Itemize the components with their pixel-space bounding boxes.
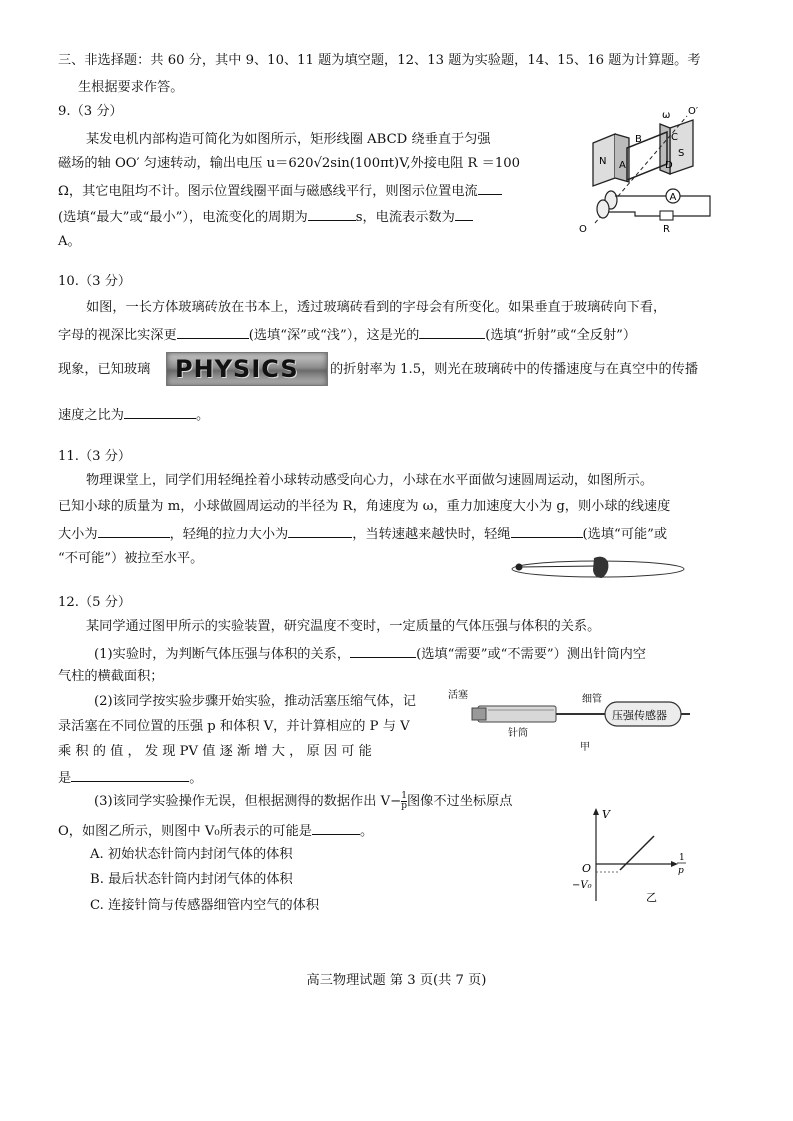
glass-block-image <box>166 352 328 386</box>
section-header-line2: 生根据要求作答。 <box>78 80 184 95</box>
q9-formula-u: u＝620 <box>266 156 314 171</box>
syringe-figure <box>448 688 693 756</box>
axis-label-v: V <box>602 808 610 821</box>
label-piston: 活塞 <box>448 690 468 701</box>
q10-blank-ratio[interactable] <box>124 404 196 419</box>
q12-p3c <box>58 820 373 842</box>
q12-option-a[interactable]: A. 初始状态针筒内封闭气体的体积 <box>90 847 293 862</box>
ball-icon <box>516 564 523 571</box>
q12-p3d-text: 。 <box>360 824 374 839</box>
q12-p2d <box>58 767 202 789</box>
q9-blank-period[interactable] <box>308 206 356 221</box>
q10-line2-text2: (选填“深”或“浅”），这是光的 <box>248 328 420 343</box>
q12-p1-text: (1)实验时，为判断气体压强与体积的关系， <box>94 647 351 662</box>
string-line <box>520 566 596 567</box>
q12-p1c: 气柱的横截面积； <box>58 669 164 684</box>
fig-label-b: B <box>635 134 642 145</box>
q10-line2-text: 字母的视深比实深更 <box>58 328 177 343</box>
q10-blank-depth[interactable] <box>177 324 249 339</box>
piston <box>472 708 486 720</box>
fig-label-s: S <box>678 148 685 159</box>
q9-blank-current[interactable] <box>478 180 502 195</box>
fig-label-ammeter: A <box>669 192 677 203</box>
q9-formula-sin: sin(100πt)V <box>330 156 407 171</box>
q9-line1: 某发电机内部构造可简化为如图所示，矩形线圈 ABCD 绕垂直于匀强 <box>86 132 491 147</box>
syringe-body <box>478 706 556 722</box>
label-sensor: 压强传感器 <box>612 709 667 722</box>
q12-frac-num: 1 <box>401 791 407 801</box>
q11-number: 11.（3 分） <box>58 449 132 464</box>
section-header-line1: 三、非选择题：共 60 分，其中 9、10、11 题为填空题，12、13 题为实验题，14、15、16 题为计算题。考 <box>58 53 701 68</box>
q9-line4-text: (选填“最大”或“最小”），电流变化的周期为 <box>58 210 308 225</box>
q10-number: 10.（3 分） <box>58 274 132 289</box>
q10-line2 <box>58 324 636 346</box>
fig-label-o: O <box>579 224 587 235</box>
physics-word: PHYSICS <box>175 355 299 383</box>
fig-label-d: D <box>665 160 673 171</box>
q9-line2-text: 磁场的轴 OO′ 匀速转动，输出电压 <box>58 156 267 171</box>
circular-motion-figure <box>508 552 688 586</box>
q12-p2e-text: 。 <box>189 771 203 786</box>
q11-line3-text2: ，轻绳的拉力大小为 <box>169 527 289 542</box>
q12-p1-text2: (选填“需要”或“不需要”）测出针筒内空 <box>416 647 646 662</box>
q9-line3 <box>58 180 502 202</box>
q12-p3 <box>94 792 512 812</box>
q9-line2 <box>58 154 520 174</box>
fig-caption-jia: 甲 <box>580 742 590 753</box>
q11-line3 <box>58 523 667 545</box>
q10-line4 <box>58 404 209 426</box>
q11-line3-text3: ，当转速越来越快时，轻绳 <box>352 527 511 542</box>
hand-icon <box>593 557 608 578</box>
q9-line4-text2: s，电流表示数为 <box>355 210 455 225</box>
q12-p3-text2: 图像不过坐标原点 <box>406 794 513 809</box>
page-footer: 高三物理试题 第 3 页(共 7 页) <box>306 973 487 988</box>
q10-line1: 如图，一长方体玻璃砖放在书本上，透过玻璃砖看到的字母会有所变化。如果垂直于玻璃砖向下看， <box>86 300 667 315</box>
axis-label-x-num: 1 <box>679 853 685 863</box>
q12-p2c: 乘 积 的 值 ， 发 现 PV 值 逐 渐 增 大 ， 原 因 可 能 <box>58 744 372 759</box>
q10-line3b: 的折射率为 1.5，则光在玻璃砖中的传播速度与在真空中的传播 <box>330 362 699 377</box>
q10-line4-end: 。 <box>195 408 210 423</box>
generator-figure <box>575 108 725 238</box>
q9-line4 <box>58 206 473 228</box>
q12-p2d-text: 是 <box>58 771 72 786</box>
magnet-s <box>670 120 693 174</box>
q11-line3-text: 大小为 <box>58 527 98 542</box>
fig-label-oprime: O′ <box>688 106 699 117</box>
v-graph-figure <box>566 806 696 906</box>
q11-blank-tension[interactable] <box>288 523 352 538</box>
axis-label-x-den: p <box>678 866 684 876</box>
fig-label-n: N <box>599 156 607 167</box>
q12-frac-den: p <box>401 801 407 811</box>
fig-label-c: C <box>671 132 678 143</box>
axis-label-origin: O <box>582 862 592 875</box>
q11-line3-text4: (选填“可能”或 <box>582 527 668 542</box>
q9-blank-ammeter[interactable] <box>455 206 473 221</box>
q12-blank-area[interactable] <box>350 643 416 658</box>
label-tube: 细管 <box>582 694 602 705</box>
q12-p2b: 录活塞在不同位置的压强 p 和体积 V，并计算相应的 P 与 V <box>58 719 410 734</box>
q10-blank-phenomenon[interactable] <box>419 324 485 339</box>
q12-blank-reason[interactable] <box>71 767 189 782</box>
q11-blank-horizontal[interactable] <box>511 523 583 538</box>
q12-number: 12.（5 分） <box>58 595 132 610</box>
q9-formula-sqrt: √2 <box>313 156 331 171</box>
q10-line2-text3: (选填“折射”或“全反射”） <box>485 328 637 343</box>
resistor-r <box>660 211 673 220</box>
label-syringe: 针筒 <box>508 728 528 739</box>
q12-option-b[interactable]: B. 最后状态针筒内封闭气体的体积 <box>90 872 293 887</box>
q12-option-c[interactable]: C. 连接针筒与传感器细管内空气的体积 <box>90 898 320 913</box>
q9-line3-text: Ω，其它电阻均不计。图示位置线圈平面与磁感线平行，则图示位置电流 <box>58 184 478 199</box>
fig-label-r: R <box>663 224 670 235</box>
q12-p3c-text: O，如图乙所示，则图中 V₀所表示的可能是 <box>58 824 312 839</box>
q12-p1 <box>94 643 646 665</box>
data-line <box>620 836 654 870</box>
q12-p2a: (2)该同学按实验步骤开始实验，推动活塞压缩气体，记 <box>94 694 416 709</box>
q10-line4-text: 速度之比为 <box>58 408 124 423</box>
axis-label-v0: −V₀ <box>572 880 592 891</box>
q11-line1: 物理课堂上，同学们用轻绳拴着小球转动感受向心力，小球在水平面做匀速圆周运动，如图所示。 <box>86 473 654 488</box>
fig-label-a: A <box>619 160 626 171</box>
q12-intro: 某同学通过图甲所示的实验装置，研究温度不变时，一定质量的气体压强与体积的关系。 <box>86 619 601 634</box>
q11-line4: “不可能”）被拉至水平。 <box>58 551 204 566</box>
fig-caption-yi: 乙 <box>646 891 657 904</box>
q9-line5: A。 <box>58 234 81 249</box>
q11-blank-velocity[interactable] <box>98 523 170 538</box>
q12-p3-text: (3)该同学实验操作无误，但根据测得的数据作出 V− <box>94 794 402 809</box>
q11-line2: 已知小球的质量为 m，小球做圆周运动的半径为 R，角速度为 ω，重力加速度大小为 g，则小球的线速度 <box>58 499 671 514</box>
q9-line2-resistor: ,外接电阻 R ＝100 <box>406 156 521 171</box>
q12-blank-v0[interactable] <box>312 820 360 835</box>
q10-line3a: 现象，已知玻璃 <box>58 362 151 377</box>
fig-label-omega: ω <box>662 110 671 121</box>
q9-number: 9.（3 分） <box>58 104 123 119</box>
